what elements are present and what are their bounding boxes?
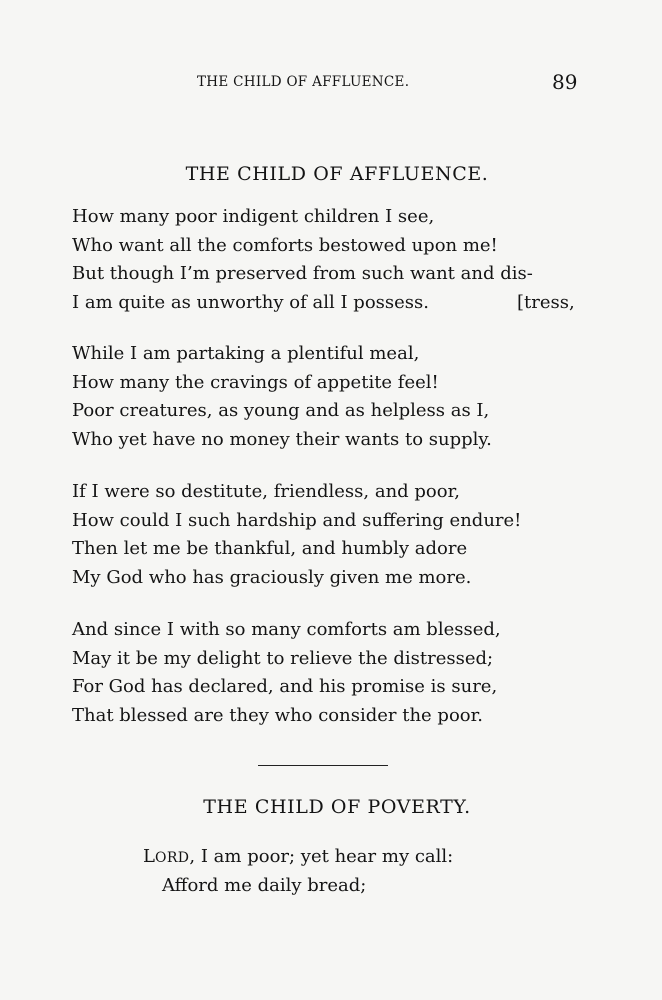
verse-line: My God who has graciously given me more. [72,566,472,588]
verse-line-with-turnover [72,289,575,318]
poem-title-poverty: THE CHILD OF POVERTY. [203,796,471,818]
verse-line [143,843,453,872]
verse-line: Afford me daily bread; [162,874,367,896]
verse-line: And since I with so many comforts am blessed, [72,619,501,640]
verse-line: While I am partaking a plentiful meal, [72,343,420,364]
initial-letter: L [143,846,155,867]
stanza-poverty-1 [143,843,453,900]
verse-line: Then let me be thankful, and humbly adore [72,538,468,559]
stanza-2 [72,340,492,454]
running-head: THE CHILD OF AFFLUENCE. [197,74,410,90]
stanza-1 [72,203,575,317]
verse-line: If I were so destitute, friendless, and poor, [72,481,460,502]
verse-line: How could I such hardship and suffering endure! [72,509,522,531]
verse-line: Who yet have no money their wants to supply. [72,428,492,450]
verse-line: But though I’m preserved from such want and dis- [72,263,533,284]
verse-line: That blessed are they who consider the poor. [72,704,483,726]
verse-line: For God has declared, and his promise is sure, [72,676,498,697]
page-number: 89 [552,70,578,94]
verse-line: Who want all the comforts bestowed upon me! [72,234,498,256]
verse-line: How many the cravings of appetite feel! [72,371,439,393]
section-divider [258,765,388,766]
turnover-fragment: [tress, [517,291,575,313]
stanza-3 [72,478,521,592]
stanza-4 [72,616,501,730]
verse-line-text: , I am poor; yet hear my call: [189,846,454,867]
verse-line: Poor creatures, as young and as helpless as I, [72,400,490,421]
verse-line-text: I am quite as unworthy of all I possess. [72,291,429,313]
small-caps-text: ORD [154,850,190,866]
verse-line: How many poor indigent children I see, [72,206,435,227]
poem-title-affluence: THE CHILD OF AFFLUENCE. [185,163,489,185]
verse-line: May it be my delight to relieve the distressed; [72,647,494,669]
